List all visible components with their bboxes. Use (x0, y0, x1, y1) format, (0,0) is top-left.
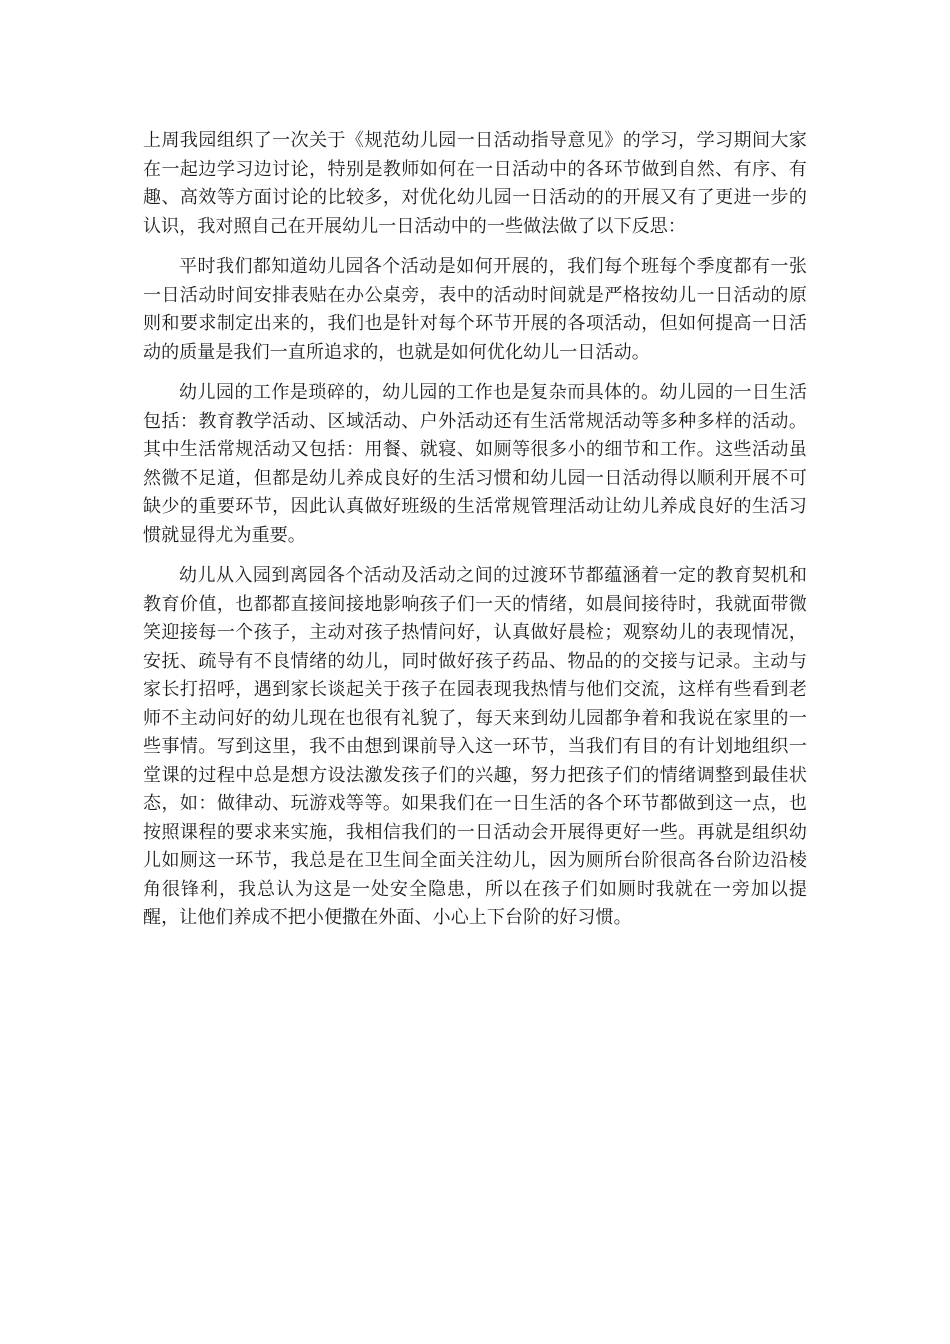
paragraph-transition-links: 幼儿从入园到离园各个活动及活动之间的过渡环节都蕴涵着一定的教育契机和教育价值，也都都直接间接地影响孩子们一天的情绪，如晨间接待时，我就面带微笑迎接每一个孩子，主动对孩子热情问好，认真做好晨检；观察幼儿的表现情况，安抚、疏导有不良情绪的幼儿，同时做好孩子药品、物品的的交接与记录。主动与家长打招呼，遇到家长谈起关于孩子在园表现我热情与他们交流，这样有些看到老师不主动问好的幼儿现在也很有礼貌了，每天来到幼儿园都争着和我说在家里的一些事情。写到这里，我不由想到课前导入这一环节，当我们有目的有计划地组织一堂课的过程中总是想方设法激发孩子们的兴趣，努力把孩子们的情绪调整到最佳状态，如：做律动、玩游戏等等。如果我们在一日生活的各个环节都做到这一点，也按照课程的要求来实施，我相信我们的一日活动会开展得更好一些。再就是组织幼儿如厕这一环节，我总是在卫生间全面关注幼儿，因为厕所台阶很高各台阶边沿棱角很锋利，我总认为这是一处安全隐患，所以在孩子们如厕时我就在一旁加以提醒，让他们养成不把小便撒在外面、小心上下台阶的好习惯。 (143, 565, 807, 928)
paragraph-intro: 上周我园组织了一次关于《规范幼儿园一日活动指导意见》的学习，学习期间大家在一起边学习边讨论，特别是教师如何在一日活动中的各环节做到自然、有序、有趣、高效等方面讨论的比较多，对优化幼儿园一日活动的的开展又有了更进一步的认识，我对照自己在开展幼儿一日活动中的一些做法做了以下反思： (143, 130, 807, 237)
document-body (143, 127, 807, 945)
paragraph-daily-schedule: 平时我们都知道幼儿园各个活动是如何开展的，我们每个班每个季度都有一张一日活动时间安排表贴在办公桌旁，表中的活动时间就是严格按幼儿一日活动的原则和要求制定出来的，我们也是针对每个环节开展的各项活动，但如何提高一日活动的质量是我们一直所追求的，也就是如何优化幼儿一日活动。 (143, 256, 807, 363)
paragraph-routine-activities: 幼儿园的工作是琐碎的，幼儿园的工作也是复杂而具体的。幼儿园的一日生活包括：教育教学活动、区域活动、户外活动还有生活常规活动等多种多样的活动。其中生活常规活动又包括：用餐、就寝、如厕等很多小的细节和工作。这些活动虽然微不足道，但都是幼儿养成良好的生活习惯和幼儿园一日活动得以顺利开展不可缺少的重要环节，因此认真做好班级的生活常规管理活动让幼儿养成良好的生活习惯就显得尤为重要。 (143, 382, 807, 546)
